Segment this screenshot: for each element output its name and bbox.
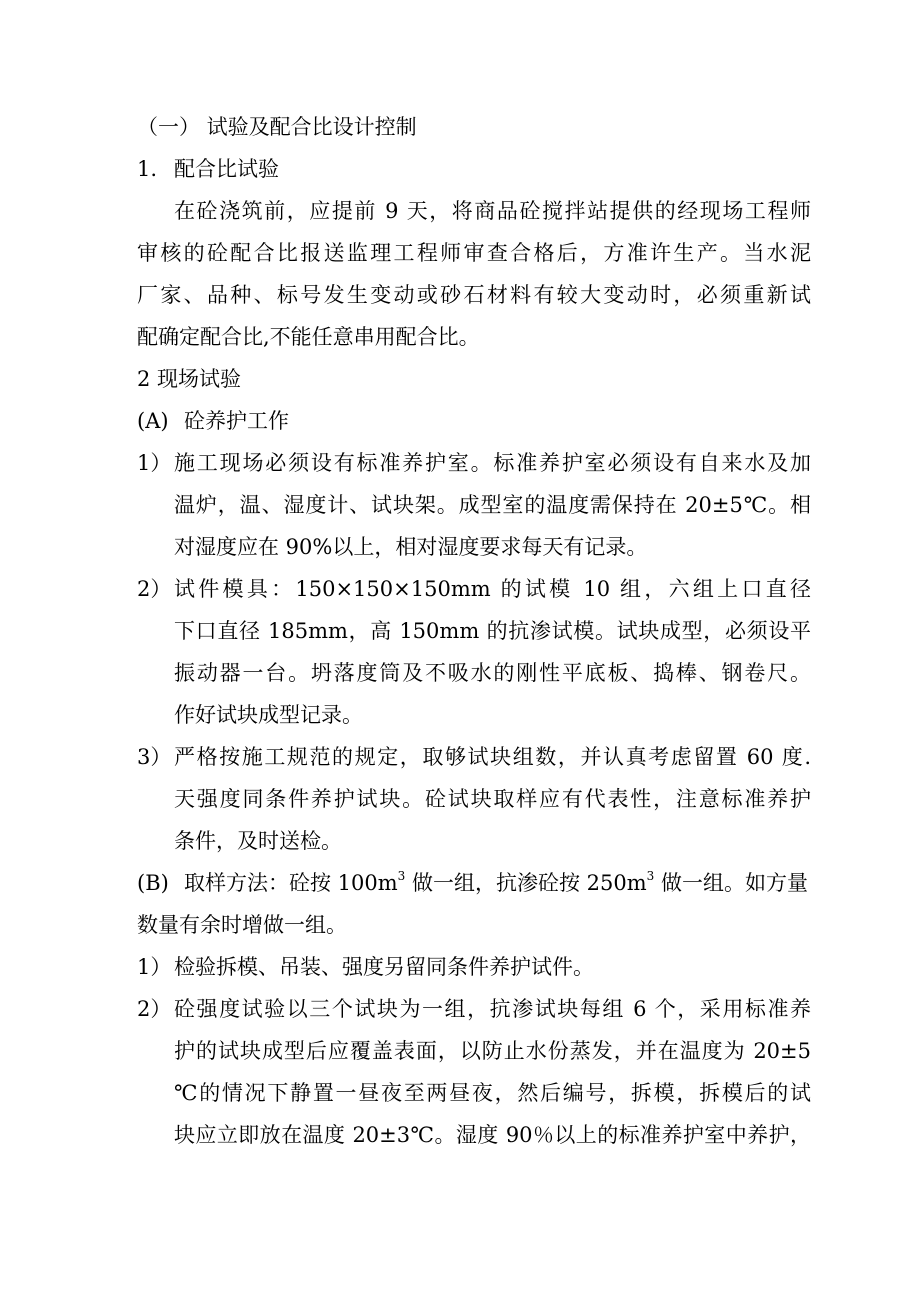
subsection-b-title xyxy=(0,862,920,904)
list-item-line: 条件，及时送检。 xyxy=(174,829,342,853)
paragraph-line: 审核的砼配合比报送监理工程师审查合格后，方准许生产。当水泥 xyxy=(137,241,811,265)
subsection-a-label: (A) xyxy=(137,409,169,433)
paragraph-line: 配确定配合比,不能任意串用配合比。 xyxy=(137,325,480,349)
section2-title: 2 现场试验 xyxy=(137,367,242,391)
paragraph-line: 数量有余时增做一组。 xyxy=(137,913,347,937)
section1-title-text: 配合比试验 xyxy=(174,157,279,181)
paragraph-line: 在砼浇筑前，应提前 9 天，将商品砼搅拌站提供的经现场工程师 xyxy=(174,199,811,223)
section-heading xyxy=(0,106,920,148)
heading-text: （一） 试验及配合比设计控制 xyxy=(137,115,417,139)
section1-title xyxy=(0,148,920,190)
list-item-line: 温炉，温、湿度计、试块架。成型室的温度需保持在 20±5℃。相 xyxy=(174,493,811,517)
list-item-number: 1） xyxy=(137,955,172,979)
list-item-line: 块应立即放在温度 20±3℃。湿度 90％以上的标准养护室中养护， xyxy=(174,1123,811,1147)
subsection-b-text: 取样方法：砼按 $100m^3$ 做一组，抗渗砼按 $250m^3$ 做一组。如方量 xyxy=(184,869,808,895)
list-item-number: 2） xyxy=(137,997,172,1021)
subsection-b-label: (B) xyxy=(137,871,169,895)
list-item-line: 振动器一台。坍落度筒及不吸水的刚性平底板、捣棒、钢卷尺。 xyxy=(174,661,811,685)
list-item: 3） 严格按施工规范的规定，取够试块组数，并认真考虑留置 60 度. xyxy=(0,736,920,778)
paragraph-line: 厂家、品种、标号发生变动或砂石材料有较大变动时，必须重新试 xyxy=(137,283,811,307)
list-item-line: 护的试块成型后应覆盖表面，以防止水份蒸发，并在温度为 20±5 xyxy=(174,1039,811,1063)
list-item-line: 下口直径 185mm，高 150mm 的抗渗试模。试块成型，必须设平 xyxy=(174,619,811,643)
list-item-line: 作好试块成型记录。 xyxy=(174,703,363,727)
list-item: 2） 试件模具：150×150×150mm 的试模 10 组，六组上口直径 xyxy=(0,568,920,610)
list-item-number: 3） xyxy=(137,745,172,769)
list-item: 2） 砼强度试验以三个试块为一组，抗渗试块每组 6 个，采用标准养 xyxy=(0,988,920,1030)
list-item-number: 1） xyxy=(137,451,172,475)
list-item-number: 2） xyxy=(137,577,172,601)
section1-number: 1. xyxy=(137,157,158,181)
subsection-a-title xyxy=(0,400,920,442)
list-item: 1） 施工现场必须设有标准养护室。标准养护室必须设有自来水及加 xyxy=(0,442,920,484)
list-item-line: 对湿度应在 90%以上，相对湿度要求每天有记录。 xyxy=(174,535,648,559)
list-item: 1） 检验拆模、吊装、强度另留同条件养护试件。 xyxy=(0,946,920,988)
list-item-line: 天强度同条件养护试块。砼试块取样应有代表性，注意标准养护 xyxy=(174,787,811,811)
subsection-a-text: 砼养护工作 xyxy=(184,409,289,433)
list-item-line: ℃的情况下静置一昼夜至两昼夜，然后编号，拆模，拆模后的试 xyxy=(174,1081,811,1105)
